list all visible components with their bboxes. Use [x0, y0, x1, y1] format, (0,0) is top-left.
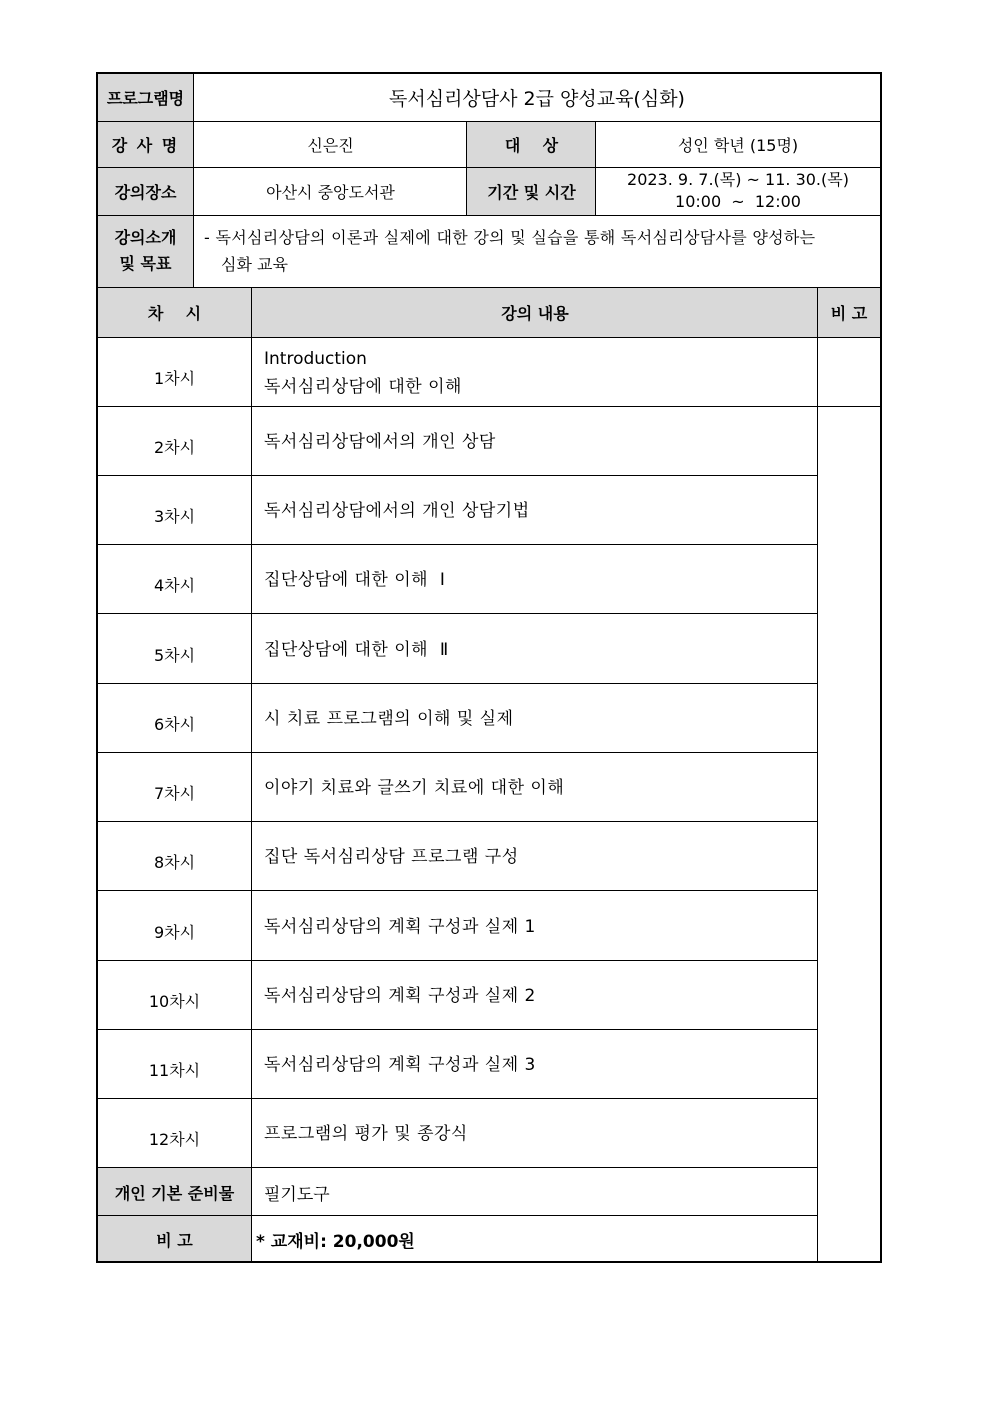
intro-label-line2: 및 목표	[119, 254, 172, 273]
row-divider	[96, 1098, 818, 1099]
content-cell-8: 집단 독서심리상담 프로그램 구성	[264, 847, 519, 867]
session-cell-5: 5차시	[153, 645, 196, 665]
row-divider	[96, 167, 882, 168]
content-cell-6: 시 치료 프로그램의 이해 및 실제	[264, 709, 514, 729]
supplies-value: 필기도구	[264, 1184, 330, 1205]
session-cell-6: 6차시	[153, 715, 196, 734]
period-value	[596, 167, 880, 215]
row-divider	[96, 821, 818, 822]
col-divider	[817, 287, 818, 1262]
content-cell-4: 집단상담에 대한 이해 Ⅰ	[264, 570, 446, 590]
period-time: 10:00 ~ 12:00	[675, 192, 801, 211]
note-header: 비 고	[818, 287, 880, 338]
content-cell-10: 독서심리상담의 계획 구성과 실제 2	[264, 986, 536, 1006]
row-divider	[96, 1167, 818, 1168]
row-divider	[96, 1029, 818, 1030]
content-cell-2: 독서심리상담에서의 개인 상담	[264, 432, 496, 452]
row-divider	[96, 1215, 818, 1216]
session-header: 차 시	[97, 287, 252, 338]
row-divider	[96, 406, 882, 407]
content-cell-9: 독서심리상담의 계획 구성과 실제 1	[264, 916, 536, 937]
intro-text-line2: 심화 교육	[221, 255, 288, 274]
table-border-right	[880, 72, 882, 1263]
instructor-label: 강 사 명	[97, 121, 194, 167]
intro-text	[194, 215, 880, 287]
session-cell-4: 4차시	[153, 576, 196, 595]
period-label: 기간 및 시간	[467, 167, 596, 215]
note-label: 비 고	[97, 1216, 252, 1262]
target-label: 대 상	[467, 121, 596, 167]
table-border-bottom	[96, 1261, 882, 1263]
session-cell-8: 8차시	[153, 853, 196, 872]
period-dates: 2023. 9. 7.(목) ~ 11. 30.(목)	[627, 170, 849, 189]
row-divider	[96, 287, 882, 288]
table-border-left	[96, 72, 98, 1263]
content-cell-7: 이야기 치료와 글쓰기 치료에 대한 이해	[264, 778, 565, 798]
row-divider	[96, 752, 818, 753]
row-divider	[96, 475, 818, 476]
row-divider	[96, 960, 818, 961]
session-cell-3: 3차시	[153, 507, 196, 526]
row-divider	[96, 337, 882, 338]
program-name-value: 독서심리상담사 2급 양성교육(심화)	[389, 88, 685, 110]
row-divider	[96, 890, 818, 891]
row-divider	[96, 613, 818, 614]
supplies-label: 개인 기본 준비물	[97, 1168, 252, 1216]
session-cell-1: 1차시	[153, 369, 196, 388]
content-cell-11: 독서심리상담의 계획 구성과 실제 3	[264, 1055, 536, 1075]
venue-label: 강의장소	[97, 167, 194, 215]
table-border-top	[96, 72, 882, 74]
note-value: * 교재비: 20,000원	[256, 1231, 415, 1252]
content-cell-1-line2: 독서심리상담에 대한 이해	[264, 376, 462, 397]
col-divider	[595, 121, 596, 215]
session-cell-9: 9차시	[153, 922, 196, 942]
intro-text-line1: - 독서심리상담의 이론과 실제에 대한 강의 및 실습을 통해 독서심리상담사를 양성하는	[204, 228, 816, 247]
session-cell-11: 11차시	[148, 1061, 201, 1080]
session-cell-7: 7차시	[153, 784, 196, 803]
content-cell-5: 집단상담에 대한 이해 Ⅱ	[264, 639, 449, 660]
target-value: 성인 학년 (15명)	[677, 135, 799, 155]
session-cell-12: 12차시	[148, 1130, 201, 1149]
content-cell-1-line1: Introduction	[264, 348, 367, 369]
row-divider	[96, 544, 818, 545]
instructor-value: 신은진	[307, 135, 354, 155]
row-divider	[96, 683, 818, 684]
session-cell-10: 10차시	[148, 992, 201, 1011]
row-divider	[96, 121, 882, 122]
content-header: 강의 내용	[252, 287, 818, 338]
program-name-label: 프로그램명	[97, 74, 194, 121]
row-divider	[96, 215, 882, 216]
content-cell-12: 프로그램의 평가 및 종강식	[264, 1124, 468, 1144]
intro-label	[97, 215, 194, 287]
intro-label-line1: 강의소개	[114, 228, 177, 247]
venue-value: 아산시 중앙도서관	[266, 182, 395, 202]
content-cell-1	[252, 338, 818, 407]
session-cell-2: 2차시	[153, 438, 196, 457]
col-divider	[466, 121, 467, 215]
col-divider	[193, 73, 194, 287]
content-cell-3: 독서심리상담에서의 개인 상담기법	[264, 501, 530, 521]
col-divider	[251, 287, 252, 1262]
